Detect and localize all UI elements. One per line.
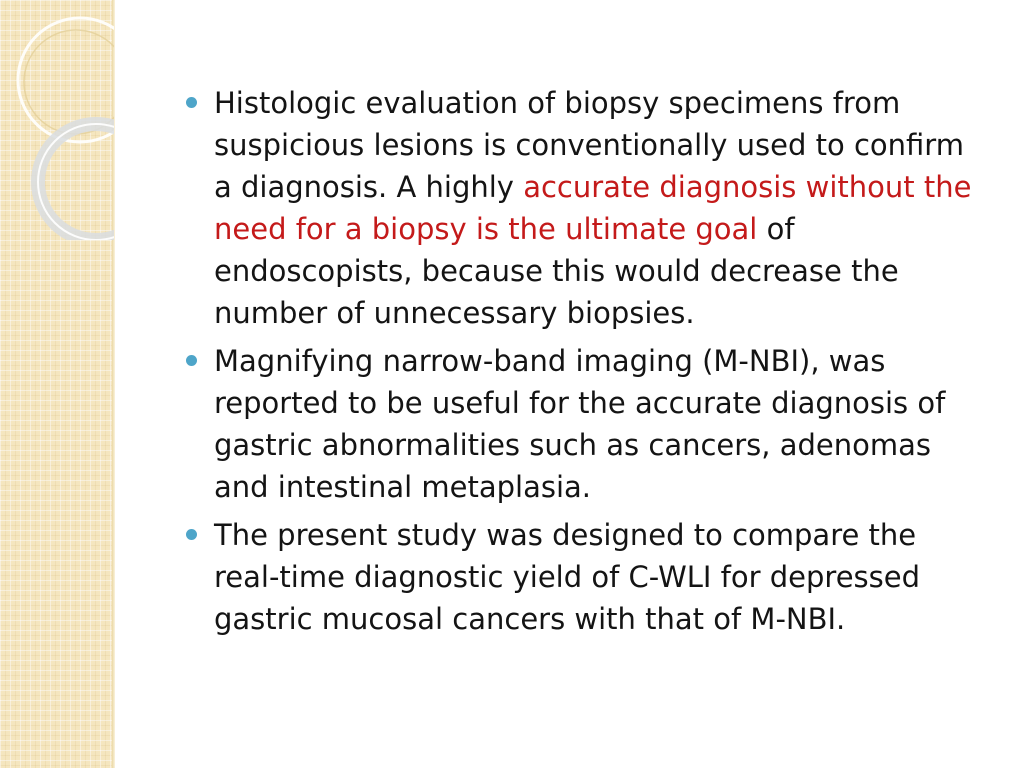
bullet-item-2: [184, 340, 984, 508]
bullet-1-text-before: Histologic evaluation of biopsy specimens from suspicious lesions is conventionally used to confirm a diagnosis. A highly: [214, 86, 964, 204]
bullet-1-highlight-text: accurate diagnosis without the need for a biopsy is the ultimate goal: [214, 170, 972, 246]
bullet-2-text: Magnifying narrow-band imaging (M-NBI), was reported to be useful for the accurate diagnosis of gastric abnormalities such as cancers, adenomas and intestinal metaplasia.: [214, 344, 946, 504]
bullet-dot-icon: [186, 529, 197, 540]
bullet-1-text-after: of endoscopists, because this would decrease the number of unnecessary biopsies.: [214, 212, 899, 330]
bullet-item-3: [184, 514, 984, 640]
bullet-list: [184, 82, 984, 640]
decorative-circles-ornament: [0, 0, 114, 240]
bullet-dot-icon: [186, 355, 197, 366]
bullet-item-1: [184, 82, 984, 334]
slide-body: [184, 82, 984, 646]
bullet-3-text: The present study was designed to compare the real-time diagnostic yield of C-WLI for depressed gastric mucosal cancers with that of M-NBI.: [214, 518, 921, 636]
bullet-dot-icon: [186, 97, 197, 108]
